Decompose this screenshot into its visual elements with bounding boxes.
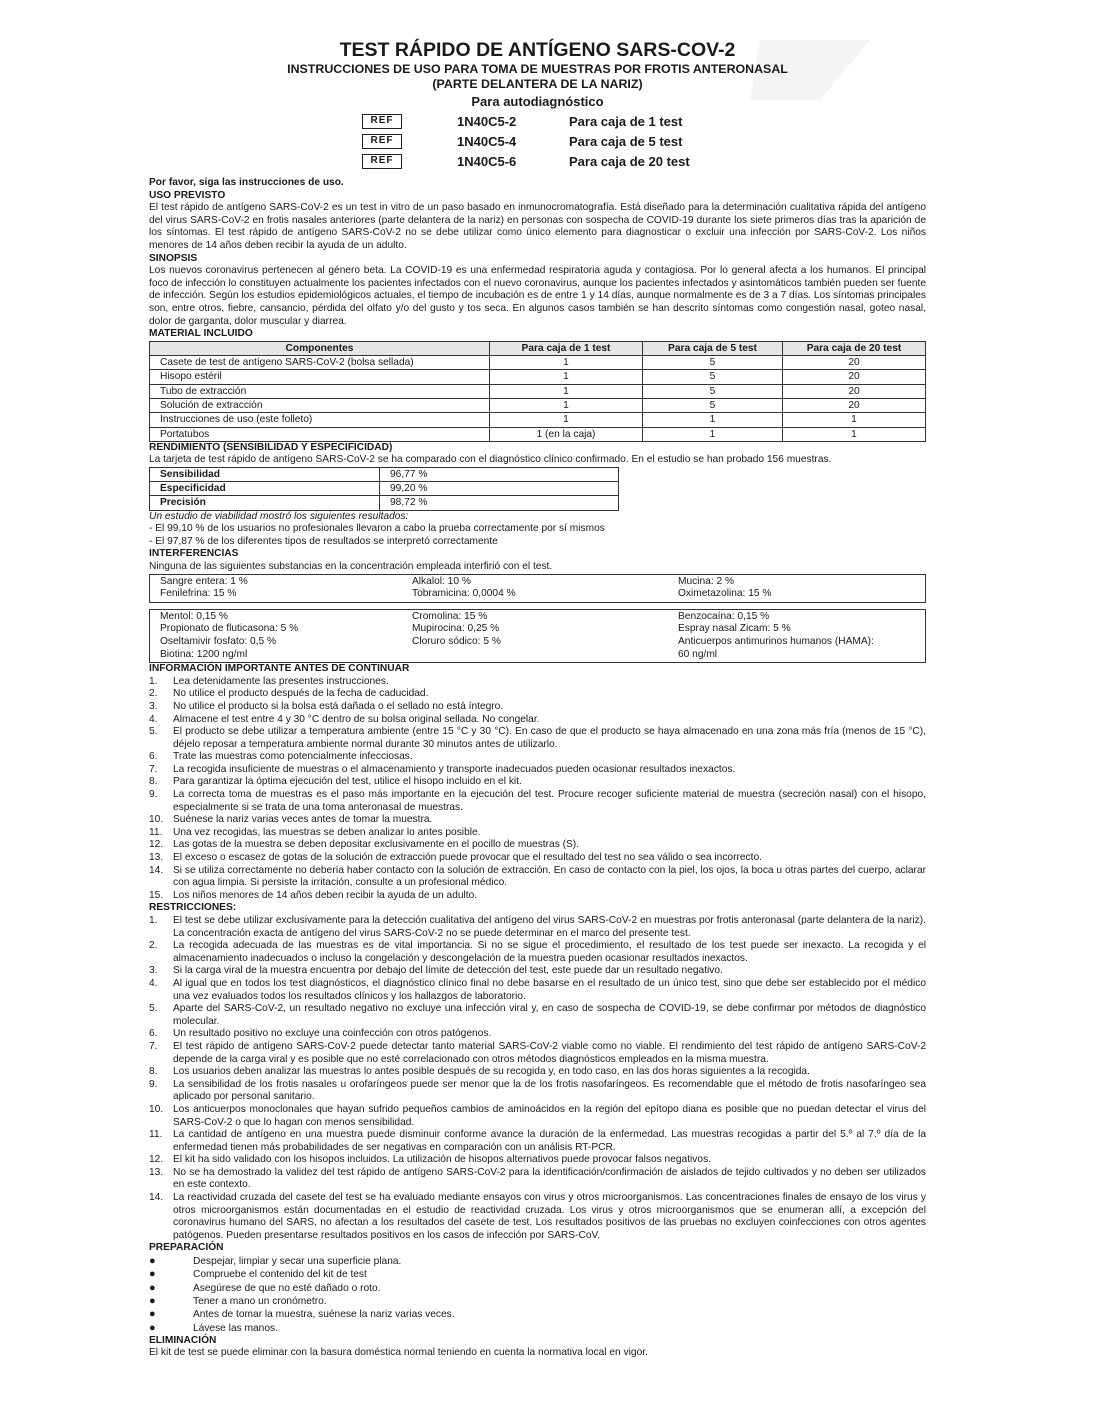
table-header-row [150,341,926,355]
item-text: Trate las muestras como potencialmente infecciosas. [173,751,413,763]
section-heading-uso: USO PREVISTO [149,189,226,201]
item-number: 1. [149,915,158,926]
quantity-cell: 20 [783,370,926,384]
substance-item: Fenilefrina: 15 % [160,588,237,600]
list-item [149,978,926,1003]
column-header: Para caja de 1 test [490,341,643,355]
item-number: 7. [149,763,158,775]
item-text: Los usuarios deben analizar las muestras lo antes posible después de su recogida y, en todo caso, en las dos horas siguientes a la recogida. [173,1066,810,1078]
material-table [149,341,926,442]
ref-code: 1N40C5-4 [457,134,517,149]
item-number: 6. [149,1028,158,1040]
interferencias-text: Ninguna de las siguientes substancias en la concentración empleada interfirió con el test. [149,560,553,572]
substance-item: Mucina: 2 % [678,575,735,587]
bullet-icon: ● [149,1255,156,1268]
section-heading-sinopsis: SINOPSIS [149,252,198,264]
item-text: No utilice el producto si la bolsa está dañada o el sellado no está íntegro. [173,700,504,712]
item-text: Un resultado positivo no excluye una coinfección con otros patógenos. [173,1028,492,1040]
item-text: No utilice el producto después de la fecha de caducidad. [173,688,429,700]
ref-symbol: REF [362,134,402,149]
item-number: 15. [149,889,164,901]
ref-symbol: REF [362,154,402,169]
section-heading-restricciones: RESTRICCIONES: [149,902,237,914]
item-number: 5. [149,1003,158,1015]
list-item [149,1322,926,1335]
bullet-icon: ● [149,1308,156,1321]
substance-item: Alkalol: 10 % [412,575,471,587]
quantity-cell: 5 [643,370,783,384]
quantity-cell: 1 (en la caja) [490,427,643,441]
substance-item: Sangre entera: 1 % [160,575,248,587]
item-number: 5. [149,726,158,738]
list-item [149,676,926,689]
section-heading-rendimiento: RENDIMIENTO (SENSIBILIDAD Y ESPECIFICIDAD) [149,441,393,453]
component-cell: Tubo de extracción [150,384,490,398]
quantity-cell: 1 [490,384,643,398]
substance-item: Espray nasal Zicam: 5 % [678,623,791,635]
item-text: Antes de tomar la muestra, suénese la nariz varias veces. [193,1309,455,1321]
metric-label: Sensibilidad [150,467,380,481]
list-item [149,852,926,865]
item-number: 9. [149,789,158,801]
interference-box [149,574,926,603]
item-number: 6. [149,751,158,763]
document-page [149,38,926,1360]
item-text: Si se utiliza correctamente no debería haber contacto con la solución de extracción. En caso de contacto con la piel, los ojos, la boca u otras partes del cuerpo, aclarar con agua limpia. Si persiste la irritación, consulte a un profesional médico. [173,864,926,889]
info-list [149,676,926,903]
component-cell: Portatubos [150,427,490,441]
list-item [149,827,926,840]
item-text: Los anticuerpos monoclonales que hayan sufrido pequeños cambios de aminoácidos en la región del epítopo diana es posible que no puedan detectar el virus del SARS-CoV-2 o que lo hagan con menos sensibilidad. [173,1103,926,1128]
list-item [149,1192,926,1242]
restrictions-list [149,915,926,1242]
quantity-cell: 1 [490,356,643,370]
quantity-cell: 20 [783,356,926,370]
metric-value: 98,72 % [380,496,619,510]
metric-label: Precisión [150,496,380,510]
list-item [149,1268,926,1281]
list-item [149,1255,926,1268]
item-text: El exceso o escasez de gotas de la solución de extracción puede provocar que el resultado del test no sea válido o sea incorrecto. [173,852,762,864]
substance-item: Oximetazolina: 15 % [678,588,772,600]
table-row [150,370,926,384]
item-text: Asegúrese de que no esté dañado o roto. [193,1282,381,1294]
substance-item: Mupirocina: 0,25 % [412,623,500,635]
item-text: Almacene el test entre 4 y 30 °C dentro de su bolsa original sellada. No congelar. [173,713,540,725]
item-text: El kit ha sido validado con los hisopos incluidos. La utilización de hisopos alternativos puede provocar falsos negativos. [173,1154,711,1166]
list-item [149,940,926,965]
component-cell: Solución de extracción [150,398,490,412]
document-subtitle-3: Para autodiagnóstico [471,94,604,109]
list-item [149,776,926,789]
ref-symbol: REF [362,114,402,129]
document-title: TEST RÁPIDO DE ANTÍGENO SARS-COV-2 [339,39,736,61]
substance-item: Tobramicina: 0,0004 % [412,588,516,600]
item-number: 7. [149,1040,158,1052]
quantity-cell: 1 [490,413,643,427]
item-number: 12. [149,839,164,851]
item-text: La reactividad cruzada del casete del test se ha evaluado mediante ensayos con virus y otros microorganismos. Las concentraciones finales de ensayo de los virus y otros microorganismos están documentadas en el estudio de reactividad cruzada. Los virus y otros microorganismos que se enumeran allí, a excepción del coronavirus humano del SARS, no afectan a los resultados del casete de test. Los resultados positivos de las pruebas no excluyen coinfecciones con otros agentes patógenos. Pueden presentarse resultados positivos en los casos de infección por SARS-CoV. [173,1192,926,1241]
list-item [149,1079,926,1104]
uso-text: El test rápido de antígeno SARS-CoV-2 es un test in vitro de un paso basado en inmunocromatografía. Está diseñado para la determinación cualitativa rápida del antígeno del virus SARS-CoV-2 en frotis nasales anteriores (parte delantera de la nariz) en personas con sospecha de COVID-19 durante los siete primeros días tras la aparición de los síntomas. El test rápido de antígeno SARS-CoV-2 no se debe utilizar como único elemento para diagnosticar o excluir una infección por SARS-CoV-2. Los niños menores de 14 años deben recibir la ayuda de un adulto. [149,202,926,251]
list-item [149,1295,926,1308]
list-item [149,1104,926,1129]
item-text: Para garantizar la óptima ejecución del test, utilice el hisopo incluido en el kit. [173,776,522,788]
item-text: El producto se debe utilizar a temperatura ambiente (entre 15 °C y 30 °C). En caso de que el producto se haya almacenado en una zona más fría (menos de 15 °C), déjelo reposar a temperatura ambiente normal durante 30 minutos antes de utilizarlo. [173,726,926,750]
bullet-icon: ● [149,1281,156,1294]
list-item [149,915,926,940]
interference-box [149,609,926,663]
item-number: 13. [149,1166,164,1178]
substance-item: 60 ng/ml [678,648,718,660]
item-text: Despejar, limpiar y secar una superficie plana. [193,1256,402,1268]
item-number: 4. [149,977,158,989]
quantity-cell: 20 [783,384,926,398]
item-text: Tener a mano un cronómetro. [193,1295,327,1307]
list-item [149,764,926,777]
ref-desc: Para caja de 1 test [569,114,683,129]
list-item [149,1028,926,1041]
item-text: Las gotas de la muestra se deben depositar exclusivamente en el pocillo de muestras (S). [173,839,580,851]
ref-row [149,152,926,172]
list-item [149,839,926,852]
item-number: 3. [149,700,158,712]
list-item [149,1003,926,1028]
item-number: 1. [149,675,158,687]
table-row [150,384,926,398]
list-item [149,890,926,903]
performance-table [149,467,619,511]
section-heading-info: INFORMACIÓN IMPORTANTE ANTES DE CONTINUAR [149,663,410,675]
table-row [150,482,619,496]
ref-code: 1N40C5-6 [457,154,517,169]
item-text: La correcta toma de muestras es el paso más importante en la ejecución del test. Procure recoger suficiente material de muestra (secreción nasal) con el hisopo, especialmente si se trata de una toma anteronasal de muestras. [173,789,926,813]
substance-item: Mentol: 0,15 % [160,610,228,622]
item-text: Aparte del SARS-CoV-2, un resultado negativo no excluye una infección viral y, en caso de sospecha de COVID-19, se debe confirmar por métodos de diagnóstico molecular. [173,1003,926,1027]
substance-item: Propionato de fluticasona: 5 % [160,623,299,635]
list-item [149,701,926,714]
list-item [149,1129,926,1154]
component-cell: Hisopo estéril [150,370,490,384]
list-item [149,714,926,727]
bullet-icon: ● [149,1321,156,1334]
ref-desc: Para caja de 5 test [569,134,683,149]
bullet-icon: ● [149,1294,156,1307]
column-header: Para caja de 20 test [783,341,926,355]
quantity-cell: 1 [783,427,926,441]
substance-item: Cromolina: 15 % [412,610,488,622]
item-number: 10. [149,1103,164,1115]
item-text: Compruebe el contenido del kit de test [193,1269,367,1281]
intro-text: Por favor, siga las instrucciones de uso. [149,177,344,188]
study-result: - El 97,87 % de los diferentes tipos de resultados se interpretó correctamente [149,535,498,547]
quantity-cell: 1 [490,398,643,412]
item-text: Si la carga viral de la muestra encuentra por debajo del límite de detección del test, este puede dar un resultado negativo. [173,965,723,977]
item-number: 9. [149,1078,158,1090]
table-row [150,427,926,441]
item-number: 14. [149,864,164,876]
material-table-body [150,356,926,442]
list-item [149,865,926,890]
list-item [149,965,926,978]
item-number: 8. [149,776,158,788]
list-item [149,1066,926,1079]
section-heading-preparacion: PREPARACIÓN [149,1242,224,1254]
item-text: No se ha demostrado la validez del test rápido de antígeno SARS-CoV-2 para la identificación/confirmación de aislados de tejido cultivados y no deben ser utilizados en este contexto. [173,1166,926,1191]
item-number: 11. [149,1129,163,1141]
item-number: 14. [149,1192,164,1204]
quantity-cell: 20 [783,398,926,412]
list-item [149,789,926,814]
item-text: Lea detenidamente las presentes instrucciones. [173,675,389,687]
document-subtitle: INSTRUCCIONES DE USO PARA TOMA DE MUESTRAS POR FROTIS ANTERONASAL [287,62,788,76]
item-text: El test rápido de antígeno SARS-CoV-2 puede detectar tanto material SARS-CoV-2 viable como no viable. El rendimiento del test rápido de antígeno SARS-CoV-2 depende de la carga viral y es posible que no esté correlacionado con otros métodos diagnósticos empleados en la misma muestra. [173,1040,926,1065]
list-item [149,751,926,764]
table-row [150,413,926,427]
list-item [149,1041,926,1066]
item-text: La sensibilidad de los frotis nasales u orofaríngeos puede ser menor que la de los frotis nasofaríngeos. Es recomendable que el método de frotis nasofaríngeo sea aplicado por personal sanitario. [173,1078,926,1103]
substance-item: Anticuerpos antimurinos humanos (HAMA): [678,635,874,647]
list-item [149,1167,926,1192]
sinopsis-text: Los nuevos coronavirus pertenecen al género beta. La COVID-19 es una enfermedad respiratoria aguda y contagiosa. Por lo general afecta a los humanos. El principal foco de infección lo constituyen actualmente los pacientes infectados con el nuevo coronavirus, aunque los pacientes infectados y asintomáticos también pueden ser fuente de infección. Según los estudios epidemiológicos actuales, el tiempo de incubación es de entre 1 y 14 días, aunque normalmente es de 3 a 7 días. Los síntomas principales son, entre otros, fiebre, cansancio, pérdida del olfato y/o del gusto y tos seca. En algunos casos también se han descrito síntomas como congestión nasal, goteo nasal, dolor de garganta, dolor muscular y diarrea. [149,265,926,327]
eliminacion-text: El kit de test se puede eliminar con la basura doméstica normal teniendo en cuenta la normativa local en vigor. [149,1347,648,1359]
item-number: 3. [149,965,158,977]
list-item [149,688,926,701]
bullet-icon: ● [149,1268,156,1281]
study-result: - El 99,10 % de los usuarios no profesionales llevaron a cabo la prueba correctamente por sí mismos [149,523,605,535]
item-text: Al igual que en todos los test diagnósticos, el diagnóstico clínico final no debe basarse en el resultado de un único test, sino que debe ser establecido por el médico una vez evaluados todos los resultados clínicos y los hallazgos de laboratorio. [173,977,926,1002]
section-heading-eliminacion: ELIMINACIÓN [149,1334,217,1346]
item-number: 2. [149,940,158,952]
ref-row [149,112,926,132]
list-item [149,1308,926,1321]
item-text: El test se debe utilizar exclusivamente para la detección cualitativa del antígeno del virus SARS-CoV-2 en muestras por frotis anteronasal (parte delantera de la nariz). La concentración exacta de antígeno del virus SARS-CoV-2 no se puede determinar en el marco del presente test. [173,915,926,939]
table-row [150,356,926,370]
item-number: 2. [149,688,158,700]
substance-item: Benzocaína: 0,15 % [678,610,770,622]
list-item [149,1154,926,1167]
column-header: Para caja de 5 test [643,341,783,355]
substance-item: Biotina: 1200 ng/ml [160,648,248,660]
list-item [149,814,926,827]
substance-item: Oseltamivir fosfato: 0,5 % [160,635,277,647]
preparation-list [149,1255,926,1335]
substance-item: Cloruro sódico: 5 % [412,635,501,647]
item-number: 13. [149,852,164,864]
list-item [149,1282,926,1295]
item-text: Una vez recogidas, las muestras se deben analizar lo antes posible. [173,826,481,838]
metric-label: Especificidad [150,482,380,496]
quantity-cell: 1 [783,413,926,427]
document-subtitle-2: (PARTE DELANTERA DE LA NARIZ) [432,77,643,91]
table-row [150,467,619,481]
section-heading-material: MATERIAL INCLUIDO [149,328,253,340]
metric-value: 96,77 % [380,467,619,481]
column-header: Componentes [150,341,490,355]
section-heading-interferencias: INTERFERENCIAS [149,548,239,560]
ref-desc: Para caja de 20 test [569,154,690,169]
item-number: 11. [149,826,163,838]
item-text: Suénese la nariz varias veces antes de tomar la muestra. [173,814,433,826]
item-number: 4. [149,713,158,725]
quantity-cell: 1 [643,413,783,427]
item-text: Los niños menores de 14 años deben recibir la ayuda de un adulto. [173,889,478,901]
study-note: Un estudio de viabilidad mostró los siguientes resultados: [149,510,409,522]
item-number: 12. [149,1154,164,1166]
table-row [150,496,619,510]
item-text: La cantidad de antígeno en una muestra puede disminuir conforme avance la duración de la enfermedad. Las muestras recogidas a partir del 5.º al 7.º día de la enfermedad tienen más probabilidades de ser negativas en comparación con un análisis RT-PCR. [173,1129,926,1153]
quantity-cell: 5 [643,384,783,398]
item-text: La recogida adecuada de las muestras es de vital importancia. Si no se sigue el procedimiento, el resultado de los test puede ser inexacto. La recogida y el almacenamiento inadecuados o incluso la congelación y descongelación de la muestra pueden ocasionar resultados inexactos. [173,940,926,964]
item-number: 10. [149,814,164,826]
ref-list [149,112,926,172]
item-text: La recogida insuficiente de muestras o el almacenamiento y transporte inadecuados pueden ocasionar resultados inexactos. [173,763,736,775]
rendimiento-text: La tarjeta de test rápido de antígeno SARS-CoV-2 se ha comparado con el diagnóstico clínico confirmado. En el estudio se han probado 156 muestras. [149,454,832,466]
quantity-cell: 5 [643,398,783,412]
item-number: 8. [149,1066,158,1078]
component-cell: Casete de test de antígeno SARS-CoV-2 (bolsa sellada) [150,356,490,370]
component-cell: Instrucciones de uso (este folleto) [150,413,490,427]
metric-value: 99,20 % [380,482,619,496]
ref-row [149,132,926,152]
table-row [150,398,926,412]
ref-code: 1N40C5-2 [457,114,517,129]
substance-item [412,649,678,662]
item-text: Lávese las manos. [193,1322,278,1334]
quantity-cell: 1 [643,427,783,441]
quantity-cell: 5 [643,356,783,370]
quantity-cell: 1 [490,370,643,384]
list-item [149,726,926,751]
